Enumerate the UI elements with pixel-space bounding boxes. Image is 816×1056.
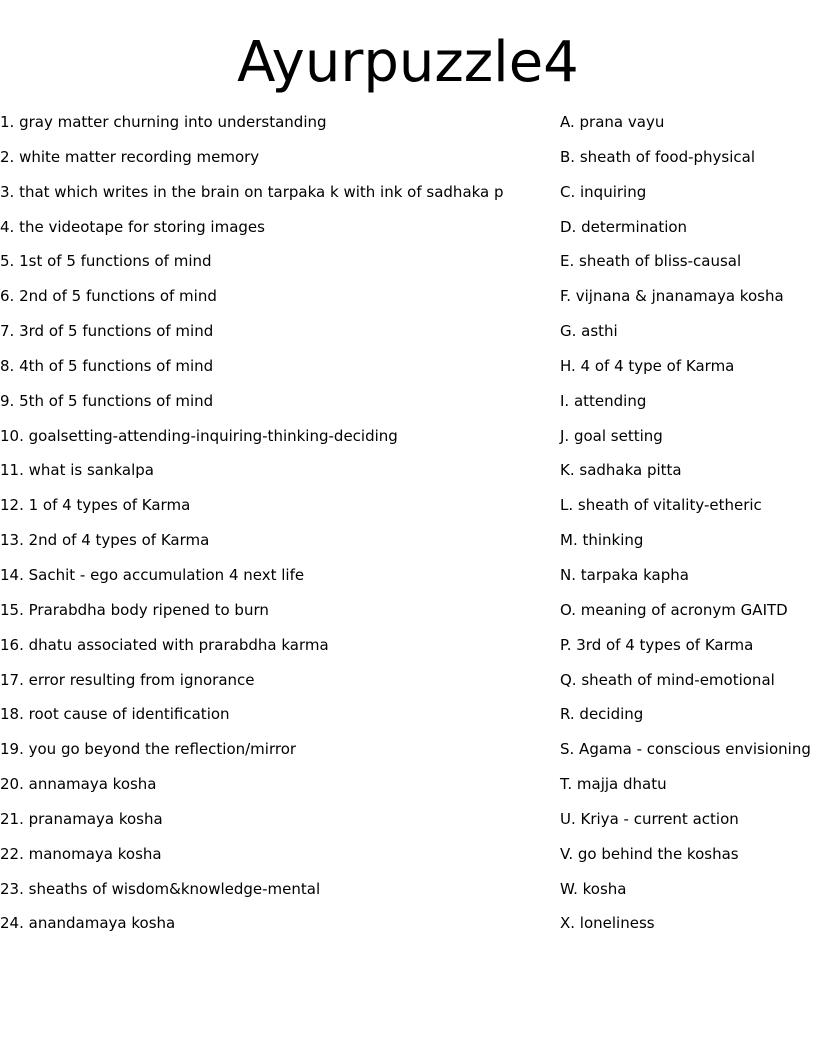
answer-item: Q. sheath of mind-emotional — [560, 670, 775, 689]
answer-item: V. go behind the koshas — [560, 844, 739, 863]
answer-item: D. determination — [560, 217, 688, 236]
clue-item: 19. you go beyond the reflection/mirror — [0, 740, 297, 759]
clue-item: 23. sheaths of wisdom&knowledge-mental — [0, 879, 321, 898]
answer-item: I. attending — [560, 391, 647, 410]
answer-item: S. Agama - conscious envisioning — [560, 740, 811, 759]
answer-item: A. prana vayu — [560, 113, 665, 131]
clue-item: 1. gray matter churning into understanding — [0, 113, 327, 131]
answer-item: G. asthi — [560, 322, 618, 341]
answer-item: B. sheath of food-physical — [560, 147, 756, 166]
clue-item: 8. 4th of 5 functions of mind — [0, 356, 214, 375]
clue-item: 2. white matter recording memory — [0, 147, 260, 166]
answer-item: U. Kriya - current action — [560, 809, 739, 828]
answer-item: H. 4 of 4 type of Karma — [560, 356, 735, 375]
answer-item: R. deciding — [560, 705, 644, 724]
answer-item: F. vijnana & jnanamaya kosha — [560, 287, 784, 306]
answer-item: M. thinking — [560, 531, 644, 550]
answer-item: L. sheath of vitality-etheric — [560, 496, 762, 515]
answer-item: K. sadhaka pitta — [560, 461, 682, 480]
answer-item: E. sheath of bliss-causal — [560, 252, 742, 271]
clue-item: 10. goalsetting-attending-inquiring-thinking-deciding — [0, 426, 398, 445]
clue-item: 20. annamaya kosha — [0, 775, 157, 794]
clue-item: 18. root cause of identification — [0, 705, 230, 724]
clue-item: 5. 1st of 5 functions of mind — [0, 252, 212, 271]
answer-item: X. loneliness — [560, 914, 655, 933]
clue-item: 13. 2nd of 4 types of Karma — [0, 531, 210, 550]
answer-item: C. inquiring — [560, 182, 647, 201]
clue-item: 16. dhatu associated with prarabdha karma — [0, 635, 329, 654]
answer-item: O. meaning of acronym GAITD — [560, 600, 788, 619]
answer-item: P. 3rd of 4 types of Karma — [560, 635, 754, 654]
clue-item: 14. Sachit - ego accumulation 4 next life — [0, 565, 305, 584]
answer-item: W. kosha — [560, 879, 627, 898]
clue-item: 6. 2nd of 5 functions of mind — [0, 287, 217, 306]
clue-item: 22. manomaya kosha — [0, 844, 162, 863]
answer-item: T. majja dhatu — [560, 775, 667, 794]
clue-item: 24. anandamaya kosha — [0, 914, 176, 933]
answer-item: J. goal setting — [560, 426, 663, 445]
clue-item: 21. pranamaya kosha — [0, 809, 163, 828]
clue-item: 7. 3rd of 5 functions of mind — [0, 322, 214, 341]
clue-item: 15. Prarabdha body ripened to burn — [0, 600, 269, 619]
clue-item: 3. that which writes in the brain on tarpaka k with ink of sadhaka p — [0, 182, 504, 201]
answer-list — [560, 110, 816, 946]
clue-list — [0, 110, 545, 946]
clue-item: 12. 1 of 4 types of Karma — [0, 496, 191, 515]
page-title: Ayurpuzzle4 — [237, 30, 579, 95]
clue-item: 4. the videotape for storing images — [0, 217, 265, 236]
answer-item: N. tarpaka kapha — [560, 565, 689, 584]
clue-item: 9. 5th of 5 functions of mind — [0, 391, 214, 410]
clue-item: 17. error resulting from ignorance — [0, 670, 255, 689]
clue-item: 11. what is sankalpa — [0, 461, 154, 480]
